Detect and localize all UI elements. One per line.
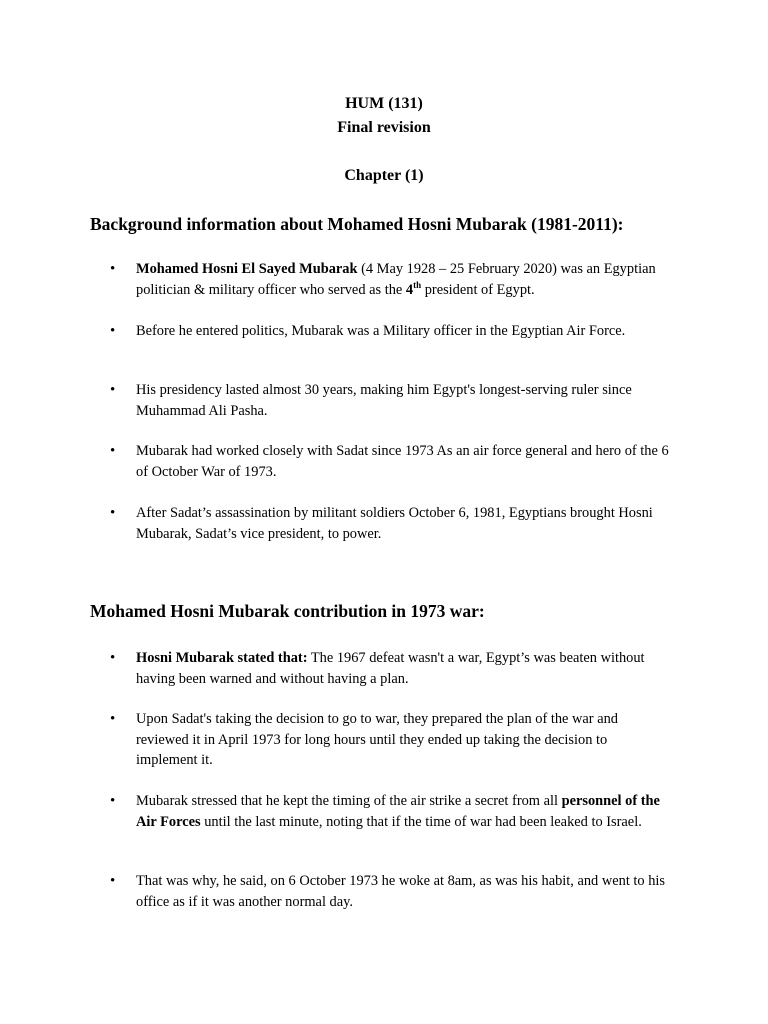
- list-item-text: Mubarak stressed that he kept the timing of the air strike a secret from all personnel of the Air Forces until the last minute, noting that if the time of war had been leaked to Israel.: [136, 793, 660, 830]
- bullet-icon: •: [110, 793, 116, 809]
- section-heading-contribution: Mohamed Hosni Mubarak contribution in 1973 war:: [90, 601, 485, 621]
- bullet-icon: •: [110, 873, 116, 889]
- bullet-icon: •: [110, 505, 116, 521]
- list-item: [110, 709, 670, 771]
- bullet-icon: •: [110, 650, 116, 666]
- list-item: [110, 503, 670, 544]
- list-item-text: Upon Sadat's taking the decision to go to war, they prepared the plan of the war and reviewed it in April 1973 for long hours until they ended up taking the decision to implement it.: [136, 711, 618, 769]
- course-title: HUM (131): [345, 95, 423, 112]
- list-item: [110, 871, 670, 912]
- list-item: [110, 259, 670, 300]
- bullet-icon: •: [110, 261, 116, 277]
- list-item-text: Before he entered politics, Mubarak was a Military officer in the Egyptian Air Force.: [136, 323, 626, 339]
- list-item: [110, 321, 670, 342]
- list-item: [110, 441, 670, 482]
- list-item: [110, 648, 670, 689]
- bullet-icon: •: [110, 711, 116, 727]
- list-item-text: After Sadat’s assassination by militant soldiers October 6, 1981, Egyptians brought Hosni Mubarak, Sadat’s vice president, to power.: [136, 505, 653, 542]
- bullet-icon: •: [110, 382, 116, 398]
- list-item-text: Mubarak had worked closely with Sadat since 1973 As an air force general and hero of the 6 of October War of 1973.: [136, 443, 669, 480]
- list-item-text: That was why, he said, on 6 October 1973 he woke at 8am, as was his habit, and went to his office as if it was another normal day.: [136, 873, 666, 910]
- list-item-text: His presidency lasted almost 30 years, making him Egypt's longest-serving ruler since Muhammad Ali Pasha.: [136, 382, 632, 419]
- document-subtitle: Final revision: [337, 119, 431, 136]
- list-item-text: Mohamed Hosni El Sayed Mubarak (4 May 1928 – 25 February 2020) was an Egyptian politician & military officer who served as the 4th president of Egypt.: [136, 261, 656, 298]
- list-item-text: Hosni Mubarak stated that: The 1967 defeat wasn't a war, Egypt’s was beaten without having been warned and without having a plan.: [136, 650, 645, 687]
- list-item: [110, 791, 670, 832]
- list-item: [110, 380, 670, 421]
- bullet-icon: •: [110, 443, 116, 459]
- bullet-icon: •: [110, 323, 116, 339]
- section-heading-background: Background information about Mohamed Hosni Mubarak (1981-2011):: [90, 214, 624, 234]
- chapter-title: Chapter (1): [344, 167, 424, 184]
